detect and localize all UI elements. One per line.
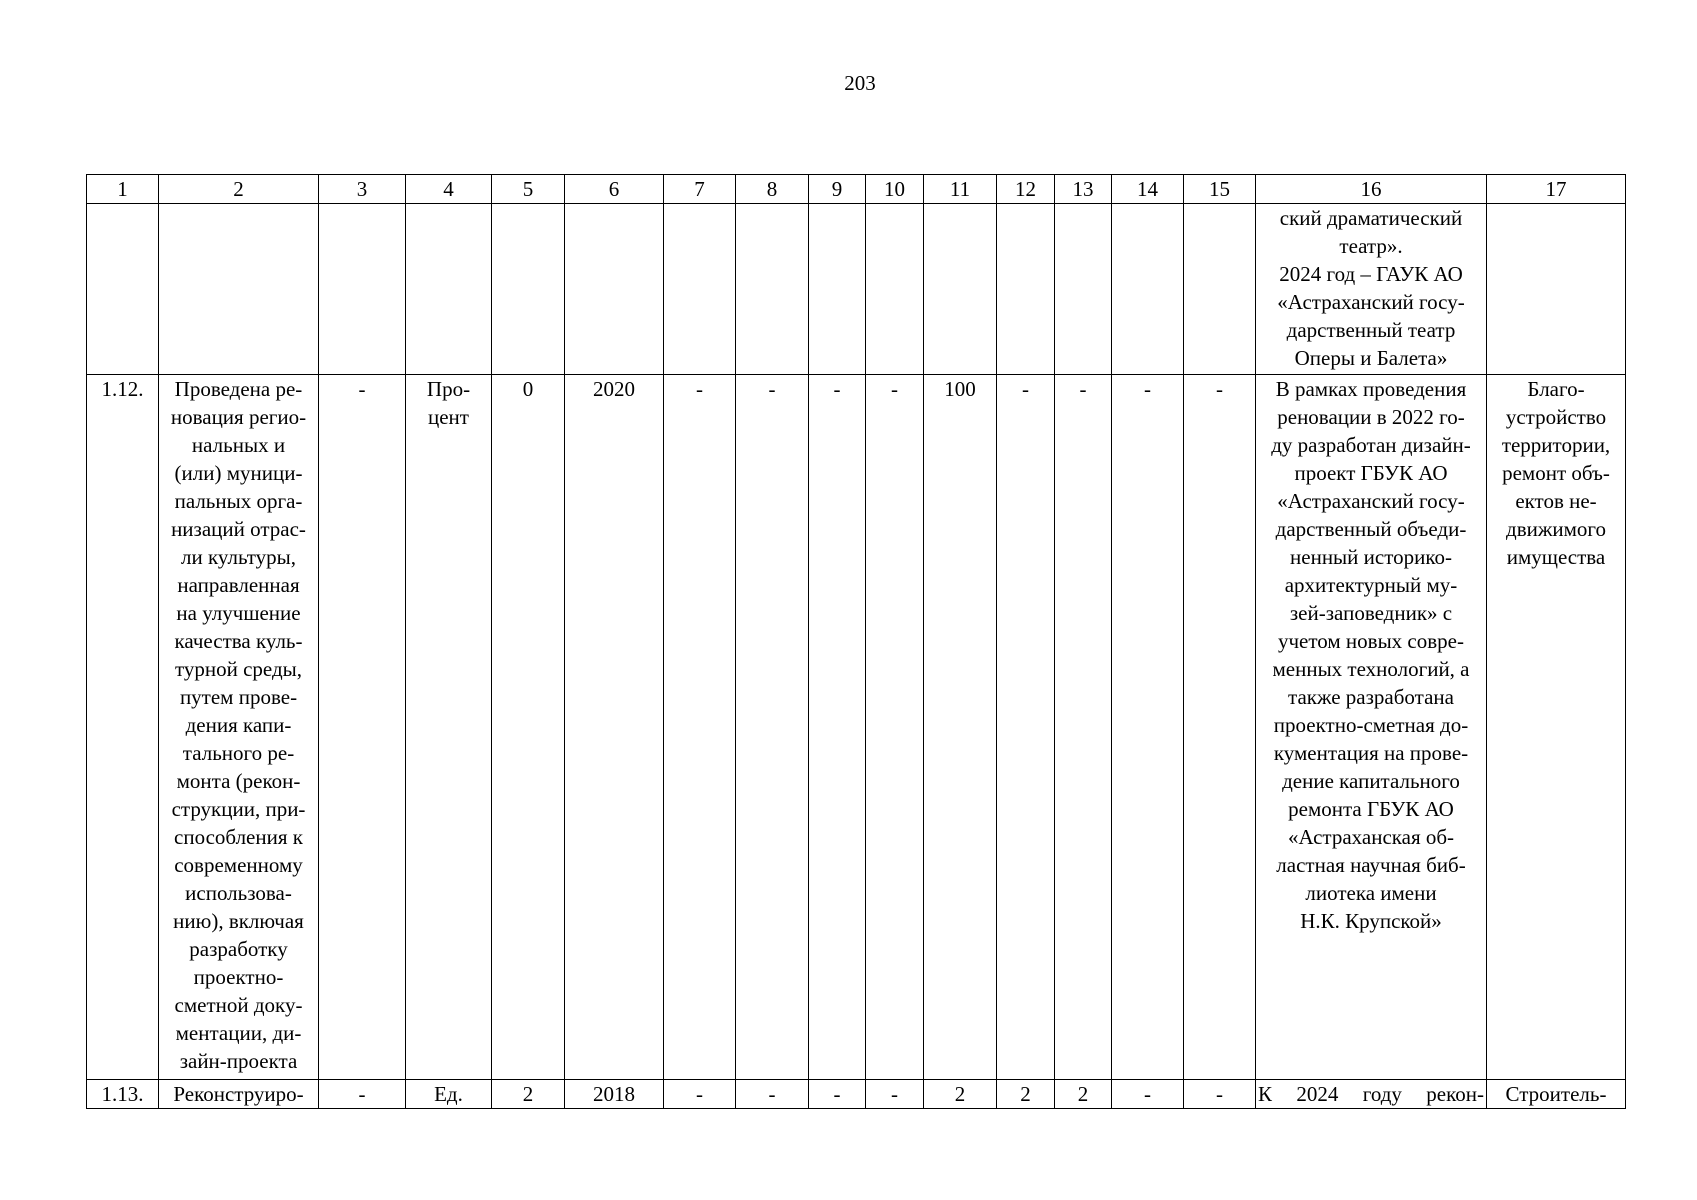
text-line: проектно- xyxy=(193,965,284,989)
value-cell: - xyxy=(1055,375,1112,1080)
text-line: В рамках проведения xyxy=(1275,377,1467,401)
table-cell xyxy=(159,204,319,375)
text-line: новация регио- xyxy=(170,405,307,429)
text-line: имущества xyxy=(1506,545,1606,569)
page-number: 203 xyxy=(844,71,876,95)
text-line: ектов не- xyxy=(1515,489,1597,513)
text-line: дения капи- xyxy=(185,713,292,737)
table-cell xyxy=(997,204,1055,375)
value-cell: - xyxy=(664,1080,736,1109)
column-number: 1 xyxy=(87,175,159,204)
table-row-1-13 xyxy=(87,1080,1626,1109)
text-line: Благо- xyxy=(1527,377,1585,401)
text-line: устройство xyxy=(1505,405,1607,429)
text-line: проект ГБУК АО xyxy=(1294,461,1448,485)
continuation-info-cell xyxy=(1256,204,1487,375)
text-line: «Астраханская об- xyxy=(1287,825,1455,849)
column-number: 14 xyxy=(1112,175,1184,204)
column-number: 4 xyxy=(406,175,492,204)
column-number: 3 xyxy=(319,175,406,204)
text-line: ский драматический xyxy=(1279,206,1463,230)
text-line: 2024 год – ГАУК АО xyxy=(1279,262,1463,286)
text-line: современному xyxy=(174,853,303,877)
text-line: нию), включая xyxy=(173,909,304,933)
text-line: «Астраханский госу- xyxy=(1277,489,1465,513)
text-line: Н.К. Крупской» xyxy=(1300,909,1442,933)
text-line: лиотека имени xyxy=(1305,881,1437,905)
value-cell: - xyxy=(866,375,924,1080)
value-cell: 2 xyxy=(1055,1080,1112,1109)
row-number: 1.13. xyxy=(87,1080,159,1109)
value-cell: - xyxy=(809,375,866,1080)
column-number-row xyxy=(87,175,1626,204)
value-cell: - xyxy=(997,375,1055,1080)
text-line: «Астраханский госу- xyxy=(1277,290,1465,314)
text-line: театр». xyxy=(1339,234,1403,258)
text-line: проектно-сметная до- xyxy=(1273,713,1469,737)
value-cell: - xyxy=(736,375,809,1080)
text-line: (или) муници- xyxy=(174,461,303,485)
value-cell: 2 xyxy=(924,1080,997,1109)
column-number: 5 xyxy=(492,175,565,204)
column-number: 8 xyxy=(736,175,809,204)
text-line: низаций отрас- xyxy=(171,517,306,541)
column-number: 17 xyxy=(1487,175,1626,204)
text-line: Проведена ре- xyxy=(174,377,303,401)
indicator-table xyxy=(86,174,1626,1109)
table-row-continuation xyxy=(87,204,1626,375)
column-number: 7 xyxy=(664,175,736,204)
text-line: Оперы и Балета» xyxy=(1294,346,1448,370)
text-line: нальных и xyxy=(191,433,286,457)
unit-cell: Ед. xyxy=(406,1080,492,1109)
table-cell xyxy=(492,204,565,375)
value-cell: - xyxy=(866,1080,924,1109)
column-number: 6 xyxy=(565,175,664,204)
column-number: 15 xyxy=(1184,175,1256,204)
text-line: направленная xyxy=(177,573,300,597)
indicator-name: Реконструиро- xyxy=(159,1080,319,1109)
table-cell xyxy=(736,204,809,375)
text-line: территории, xyxy=(1501,433,1611,457)
text-word: 2024 xyxy=(1296,1082,1339,1106)
text-line: турной среды, xyxy=(174,657,303,681)
text-line: тального ре- xyxy=(182,741,295,765)
value-cell: - xyxy=(1112,375,1184,1080)
value-cell: - xyxy=(664,375,736,1080)
measures-cell xyxy=(1487,375,1626,1080)
text-line: дарственный объеди- xyxy=(1275,517,1467,541)
text-line: дение капитального xyxy=(1282,769,1460,793)
table-cell xyxy=(1055,204,1112,375)
text-line: кументация на прове- xyxy=(1273,741,1469,765)
table-cell xyxy=(809,204,866,375)
column-number: 9 xyxy=(809,175,866,204)
text-line: зайн-проекта xyxy=(179,1049,298,1073)
table-cell xyxy=(1487,204,1626,375)
text-line: ненный историко- xyxy=(1290,545,1452,569)
text-line: цент xyxy=(428,405,469,429)
unit-cell xyxy=(406,375,492,1080)
text-line: ли культуры, xyxy=(181,545,296,569)
value-cell: 100 xyxy=(924,375,997,1080)
measures-cell: Строитель- xyxy=(1487,1080,1626,1109)
text-line: реновации в 2022 го- xyxy=(1277,405,1465,429)
column-number: 16 xyxy=(1256,175,1487,204)
text-line: способления к xyxy=(174,825,303,849)
table-cell xyxy=(319,204,406,375)
text-word: К xyxy=(1258,1082,1273,1106)
text-line: учетом новых совре- xyxy=(1278,629,1464,653)
value-cell: - xyxy=(319,375,406,1080)
table-cell xyxy=(924,204,997,375)
table-cell xyxy=(866,204,924,375)
row-number: 1.12. xyxy=(87,375,159,1080)
table-cell xyxy=(565,204,664,375)
text-line: ремонт объ- xyxy=(1502,461,1610,485)
base-year-cell: 2018 xyxy=(565,1080,664,1109)
column-number: 12 xyxy=(997,175,1055,204)
column-number: 11 xyxy=(924,175,997,204)
info-cell xyxy=(1256,1080,1487,1109)
text-line: пальных орга- xyxy=(174,489,303,513)
justified-line xyxy=(1258,1080,1484,1108)
base-year-cell: 2020 xyxy=(565,375,664,1080)
text-line: ментации, ди- xyxy=(175,1021,302,1045)
value-cell: - xyxy=(1184,1080,1256,1109)
table-cell xyxy=(1112,204,1184,375)
base-value-cell: 0 xyxy=(492,375,565,1080)
text-line: путем прове- xyxy=(179,685,298,709)
text-line: менных технологий, а xyxy=(1272,657,1470,681)
text-line: также разработана xyxy=(1288,685,1454,709)
text-line: Про- xyxy=(426,377,471,401)
value-cell: - xyxy=(319,1080,406,1109)
value-cell: - xyxy=(736,1080,809,1109)
text-line: зей-заповедник» с xyxy=(1289,601,1453,625)
text-line: дарственный театр xyxy=(1286,318,1456,342)
text-line: качества куль- xyxy=(174,629,303,653)
column-number: 2 xyxy=(159,175,319,204)
value-cell: - xyxy=(809,1080,866,1109)
text-line: разработку xyxy=(189,937,288,961)
value-cell: 2 xyxy=(997,1080,1055,1109)
text-line: движимого xyxy=(1506,517,1606,541)
value-cell: - xyxy=(1112,1080,1184,1109)
text-word: году xyxy=(1362,1082,1402,1106)
text-line: сметной доку- xyxy=(174,993,303,1017)
indicator-name xyxy=(159,375,319,1080)
table-cell xyxy=(87,204,159,375)
text-line: ду разработан дизайн- xyxy=(1271,433,1471,457)
value-cell: - xyxy=(1184,375,1256,1080)
text-line: ремонта ГБУК АО xyxy=(1288,797,1454,821)
text-line: струкции, при- xyxy=(171,797,306,821)
table-cell xyxy=(664,204,736,375)
info-cell xyxy=(1256,375,1487,1080)
table-row-1-12 xyxy=(87,375,1626,1080)
table-cell xyxy=(1184,204,1256,375)
column-number: 10 xyxy=(866,175,924,204)
text-line: архитектурный му- xyxy=(1284,573,1458,597)
text-word: рекон- xyxy=(1426,1082,1484,1106)
text-line: использова- xyxy=(185,881,292,905)
text-line: монта (рекон- xyxy=(176,769,301,793)
text-line: на улучшение xyxy=(176,601,301,625)
table-cell xyxy=(406,204,492,375)
column-number: 13 xyxy=(1055,175,1112,204)
text-line: ластная научная биб- xyxy=(1276,853,1466,877)
base-value-cell: 2 xyxy=(492,1080,565,1109)
